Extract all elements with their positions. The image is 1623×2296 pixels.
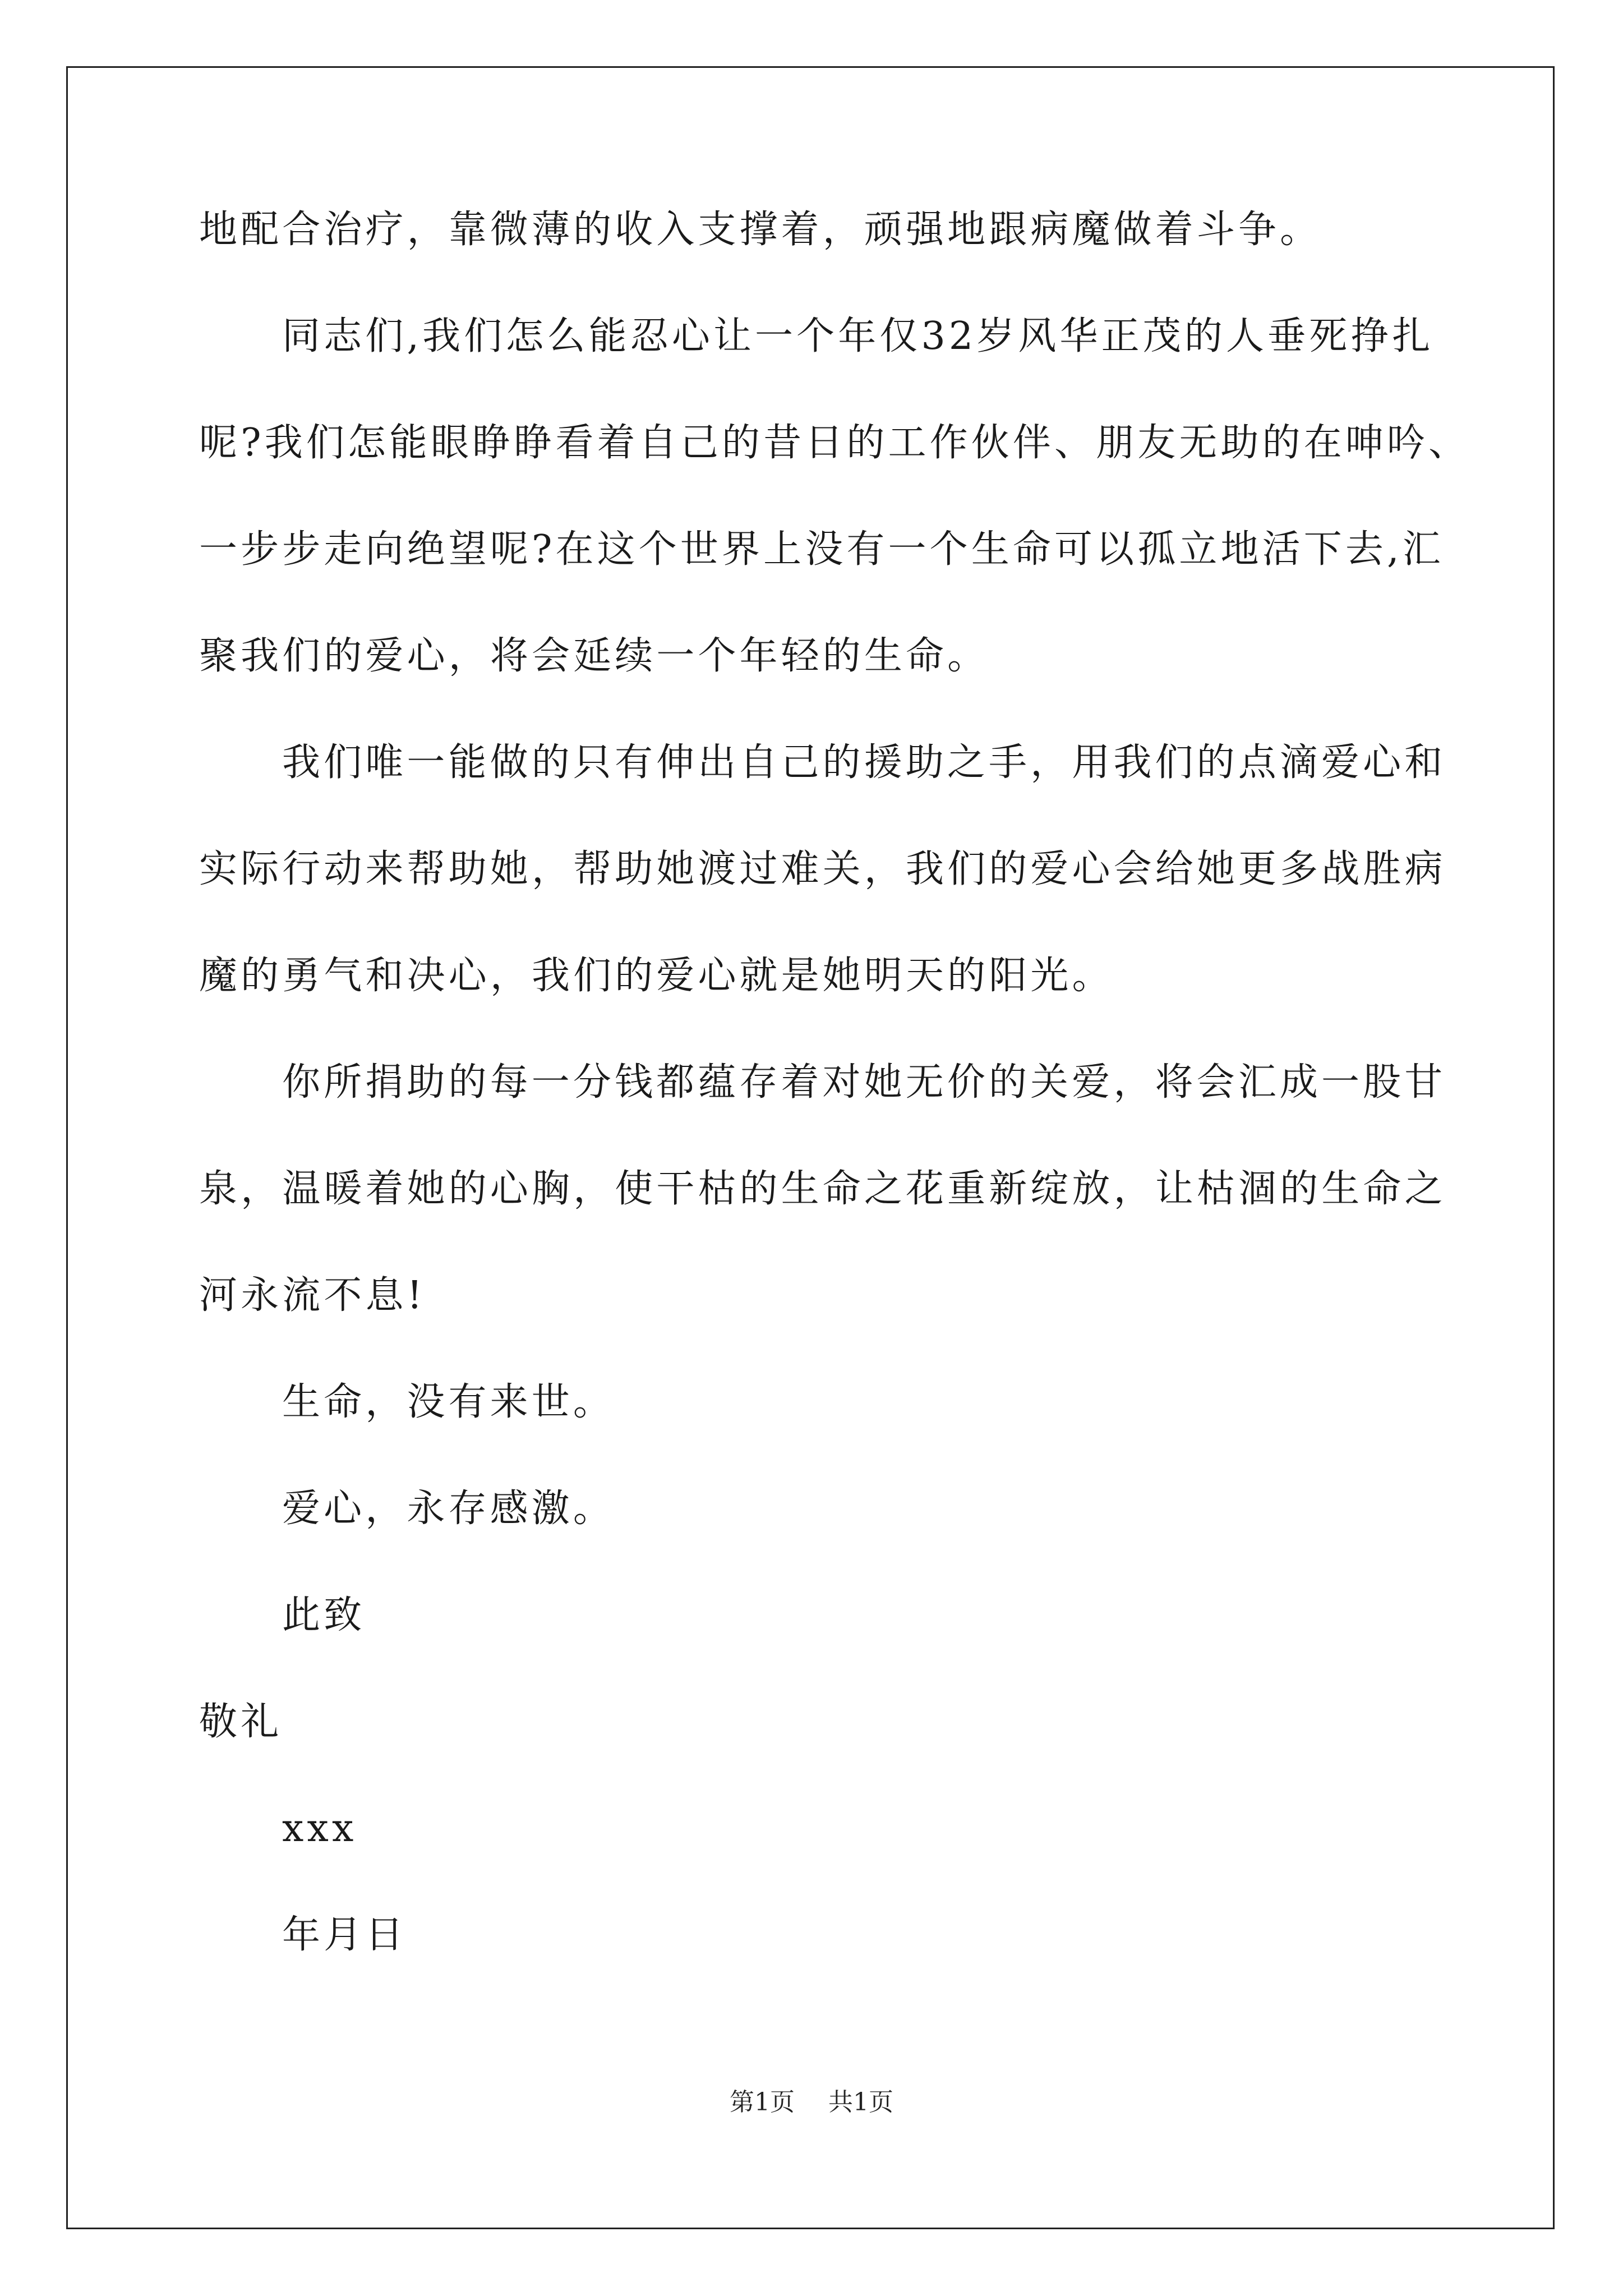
text-line: 泉，温暖着她的心胸，使干枯的生命之花重新绽放，让枯涸的生命之 xyxy=(199,1167,1446,1211)
page-number-current: 第1页 xyxy=(730,2088,795,2116)
signature-date: 年月日 xyxy=(282,1913,407,1957)
page-border xyxy=(66,66,1555,2229)
salutation-jingli: 敬礼 xyxy=(199,1700,283,1744)
closing-line: 爱心，永存感激。 xyxy=(282,1487,615,1531)
page-number-total: 共1页 xyxy=(828,2088,893,2116)
salutation-cizhi: 此致 xyxy=(282,1593,366,1637)
paragraph-start: 我们唯一能做的只有伸出自己的援助之手，用我们的点滴爱心和 xyxy=(282,740,1446,785)
text-line: 实际行动来帮助她，帮助她渡过难关，我们的爱心会给她更多战胜病 xyxy=(199,847,1446,891)
text-line: 河永流不息! xyxy=(199,1273,426,1318)
text-line: 呢?我们怎能眼睁睁看着自己的昔日的工作伙伴、朋友无助的在呻吟、 xyxy=(199,421,1470,465)
signature-name: xxx xyxy=(282,1806,357,1851)
text-line: 魔的勇气和决心，我们的爱心就是她明天的阳光。 xyxy=(199,954,1114,998)
paragraph-start: 同志们,我们怎么能忍心让一个年仅32岁风华正茂的人垂死挣扎 xyxy=(282,314,1434,358)
text-line: 一步步走向绝望呢?在这个世界上没有一个生命可以孤立地活下去,汇 xyxy=(199,527,1444,572)
text-line: 聚我们的爱心，将会延续一个年轻的生命。 xyxy=(199,634,989,678)
paragraph-start: 你所捐助的每一分钱都蕴存着对她无价的关爱，将会汇成一股甘 xyxy=(282,1060,1446,1105)
text-line: 地配合治疗，靠微薄的收入支撑着，顽强地跟病魔做着斗争。 xyxy=(199,208,1322,252)
page-footer xyxy=(0,2087,1623,2118)
closing-line: 生命，没有来世。 xyxy=(282,1380,615,1424)
